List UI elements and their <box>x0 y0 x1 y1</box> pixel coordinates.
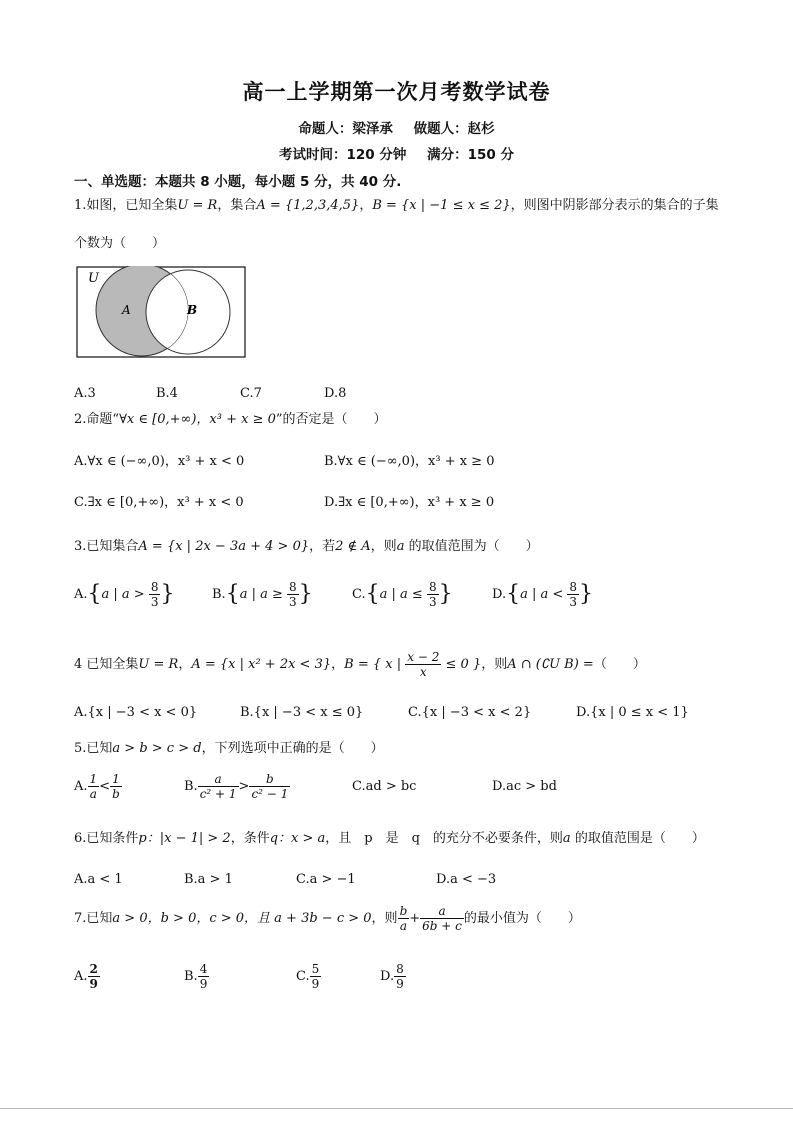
venn-label-b: B <box>187 303 198 317</box>
q3-option-c: C.{a | a ≤ $\frac{8}{3}$ } <box>352 580 453 609</box>
q4-option-d: D.{x | 0 ≤ x < 1} <box>576 705 689 720</box>
exam-info-line <box>0 143 793 163</box>
q1-option-c: C.7 <box>240 386 262 401</box>
q3-option-d: D.{a | a < $\frac{8}{3}$ } <box>492 580 594 609</box>
q1-option-a: A.3 <box>74 386 96 401</box>
q2-option-b: B.∀x ∈ (−∞,0)，x³ + x ≥ 0 <box>324 454 495 469</box>
q4-option-b: B.{x | −3 < x ≤ 0} <box>240 705 364 720</box>
question-5-stem: 5.已知a > b > c > d，下列选项中正确的是（ ） <box>74 741 384 756</box>
q6-option-d: D.a < −3 <box>436 872 497 887</box>
question-2-stem: 2.命题“∀x ∈ [0,+∞)，x³ + x ≥ 0”的否定是（ ） <box>74 412 387 427</box>
question-7-stem: 7.已知a > 0，b > 0，c > 0，且 a + 3b − c > 0，则 $\frac{b}{a}$ + $\frac{a}{6b + c}$ 的最小值为（ ） <box>74 904 581 933</box>
question-4-stem: 4 已知全集U = R，A = {x | x² + 2x < 3}，B = { x | $\frac{x - 2}{x}$ ≤ 0 }，则A ∩ (∁U B) =（ ） <box>74 650 646 679</box>
question-1-stem: 1.如图，已知全集U = R，集合A = {1,2,3,4,5}，B = {x | −1 ≤ x ≤ 2}，则图中阴影部分表示的集合的子集 <box>74 198 719 213</box>
q3-option-a: A.{a | a > $\frac{8}{3}$ } <box>74 580 175 609</box>
exam-time: 考试时间：120 分钟 <box>279 147 407 163</box>
q5-option-b: B. $\frac{a}{\text{c² + 1}}$ > $\frac{b}{\text{c² − 1}}$ <box>184 772 289 801</box>
q4-option-c: C.{x | −3 < x < 2} <box>408 705 532 720</box>
q6-option-b: B.a > 1 <box>184 872 233 887</box>
page-title: 高一上学期第一次月考数学试卷 <box>242 80 551 104</box>
q3-option-b: B.{a | a ≥ $\frac{8}{3}$ } <box>212 580 313 609</box>
solver: 做题人：赵杉 <box>413 121 495 137</box>
exam-score: 满分：150 分 <box>427 147 514 163</box>
setter: 命题人：梁泽承 <box>298 121 393 137</box>
question-1-stem-cont: 个数为（ ） <box>74 236 166 251</box>
q6-option-a: A.a < 1 <box>74 872 123 887</box>
question-6-stem: 6.已知条件p：|x − 1| > 2，条件q：x > a，且 p 是 q 的充分不必要条件，则a 的取值范围是（ ） <box>74 831 705 846</box>
page-bottom-rule <box>0 1108 793 1109</box>
q7-option-b: B. $\frac{4}{9}$ <box>184 962 208 991</box>
q2-option-a: A.∀x ∈ (−∞,0)，x³ + x < 0 <box>74 454 245 469</box>
q1-option-b: B.4 <box>156 386 178 401</box>
section-heading: 一、单选题：本题共 8 小题，每小题 5 分，共 40 分. <box>74 174 402 190</box>
q4-option-a: A.{x | −3 < x < 0} <box>74 705 198 720</box>
q7-option-d: D. $\frac{8}{9}$ <box>380 962 404 991</box>
q6-option-c: C.a > −1 <box>296 872 356 887</box>
question-3-stem: 3.已知集合A = {x | 2x − 3a + 4 > 0}，若2 ∉ A，则a 的取值范围为（ ） <box>74 539 539 554</box>
q5-option-c: C.ad > bc <box>352 779 417 794</box>
venn-label-u: U <box>88 271 99 286</box>
q2-option-d: D.∃x ∈ [0,+∞)，x³ + x ≥ 0 <box>324 495 495 510</box>
venn-label-a: A <box>122 303 131 317</box>
authors-line <box>0 117 793 137</box>
q5-option-d: D.ac > bd <box>492 779 557 794</box>
q7-option-c: C. $\frac{5}{9}$ <box>296 962 320 991</box>
q1-option-d: D.8 <box>324 386 347 401</box>
q2-option-c: C.∃x ∈ [0,+∞)，x³ + x < 0 <box>74 495 244 510</box>
q5-option-a: A. $\frac{1}{a}$ < $\frac{1}{b}$ <box>74 772 120 801</box>
q7-option-a: A. $\frac{2}{9}$ <box>74 962 98 991</box>
venn-diagram <box>76 266 248 360</box>
